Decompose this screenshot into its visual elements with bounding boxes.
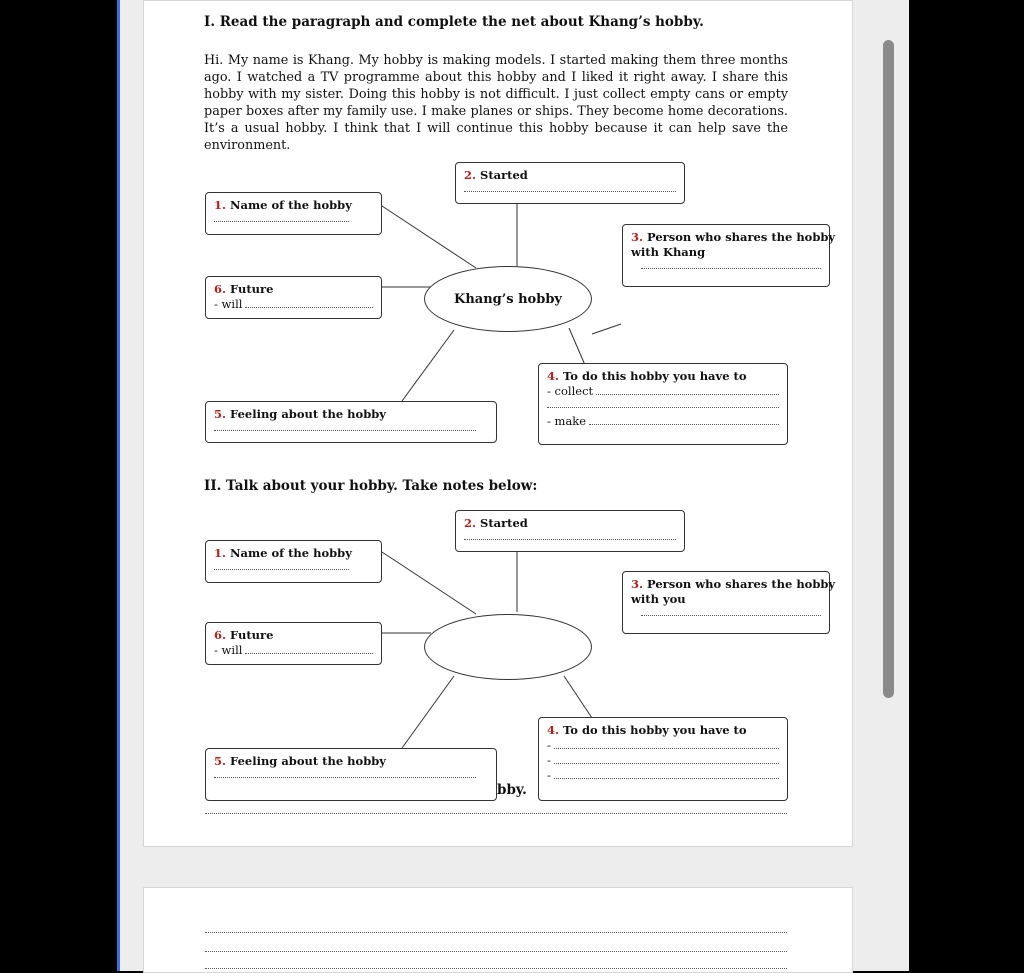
started-answer-line[interactable]	[464, 183, 676, 192]
reading-paragraph: Hi. My name is Khang. My hobby is making models. I started making them three months ago. I watched a TV programme about this hobby and I liked it right away. I share this hobby with my sister. Doing this hobby is not difficult. I just collect empty cans or empty paper boxes after my family use. I make planes or ships. They become home decorations. It’s a usual hobby. I think that I will continue this hobby because it can help save the environment.	[204, 53, 788, 153]
name-number-2: 1.	[214, 546, 227, 560]
page-2	[143, 887, 853, 973]
todo-label-2: To do this hobby you have to	[563, 723, 747, 737]
center-ellipse	[424, 266, 592, 332]
started-label-2: Started	[480, 516, 528, 530]
future-number-2: 6.	[214, 628, 227, 642]
todo-number: 4.	[547, 369, 560, 383]
feeling-number-2: 5.	[214, 754, 227, 768]
feeling-box	[205, 401, 497, 443]
feeling-answer-line-2[interactable]	[214, 769, 476, 778]
started-label: Started	[480, 168, 528, 182]
started-number-2: 2.	[464, 516, 477, 530]
person-label-1: Person who shares the hobby	[647, 230, 836, 244]
future-label-2: Future	[230, 628, 274, 642]
todo-line-3[interactable]	[554, 768, 779, 779]
todo-box-2	[538, 717, 788, 801]
future-number: 6.	[214, 282, 227, 296]
todo-make-line[interactable]	[589, 414, 779, 425]
started-answer-line-2[interactable]	[464, 531, 676, 540]
todo-collect-label: - collect	[547, 384, 594, 398]
feeling-label: Feeling about the hobby	[230, 407, 386, 421]
name-answer-line[interactable]	[214, 213, 349, 222]
page-2-writing-line-3[interactable]	[205, 968, 787, 969]
name-label-2: Name of the hobby	[230, 546, 352, 560]
center-label: Khang’s hobby	[454, 291, 562, 307]
page-2-writing-line-1[interactable]	[205, 932, 787, 933]
feeling-label-2: Feeling about the hobby	[230, 754, 386, 768]
todo-number-2: 4.	[547, 723, 560, 737]
name-label: Name of the hobby	[230, 198, 352, 212]
feeling-number: 5.	[214, 407, 227, 421]
person-number-2: 3.	[631, 577, 644, 591]
name-box	[205, 192, 382, 235]
section-1-title: I. Read the paragraph and complete the net about Khang’s hobby.	[204, 14, 704, 30]
name-answer-line-2[interactable]	[214, 561, 349, 570]
name-number: 1.	[214, 198, 227, 212]
person-label-2a: Person who shares the hobby	[647, 577, 836, 591]
page-1-writing-line[interactable]	[205, 813, 787, 814]
future-will-label: - will	[214, 297, 243, 311]
todo-box	[538, 363, 788, 445]
person-answer-line-2[interactable]	[641, 607, 821, 616]
started-box-2	[455, 510, 685, 552]
person-label-2: with Khang	[631, 245, 706, 259]
viewer-edge	[117, 0, 120, 971]
future-answer-line[interactable]	[245, 297, 373, 308]
future-answer-line-2[interactable]	[245, 643, 373, 654]
todo-line-2[interactable]	[554, 753, 779, 764]
name-box-2	[205, 540, 382, 583]
center-ellipse-2[interactable]	[424, 614, 592, 680]
scrollbar-thumb[interactable]	[883, 40, 894, 698]
feeling-box-2	[205, 748, 497, 801]
todo-dash-3: -	[547, 768, 551, 782]
todo-line-1[interactable]	[554, 738, 779, 749]
page-2-writing-line-2[interactable]	[205, 951, 787, 952]
person-box	[622, 224, 836, 287]
future-will-label-2: - will	[214, 643, 243, 657]
todo-dash-1: -	[547, 738, 551, 752]
future-label: Future	[230, 282, 274, 296]
person-label-2b: with you	[631, 592, 686, 606]
text-fragment: bby.	[497, 782, 527, 798]
person-box-2	[622, 571, 836, 634]
feeling-answer-line[interactable]	[214, 422, 476, 431]
future-box-2	[205, 622, 382, 665]
section-2-title: II. Talk about your hobby. Take notes below:	[204, 478, 538, 494]
todo-dash-2: -	[547, 753, 551, 767]
person-number: 3.	[631, 230, 644, 244]
started-number: 2.	[464, 168, 477, 182]
todo-extra-line[interactable]	[547, 399, 779, 408]
person-answer-line[interactable]	[641, 260, 821, 269]
started-box	[455, 162, 685, 204]
todo-collect-line[interactable]	[596, 384, 779, 395]
todo-label: To do this hobby you have to	[563, 369, 747, 383]
future-box	[205, 276, 382, 319]
todo-make-label: - make	[547, 414, 587, 428]
